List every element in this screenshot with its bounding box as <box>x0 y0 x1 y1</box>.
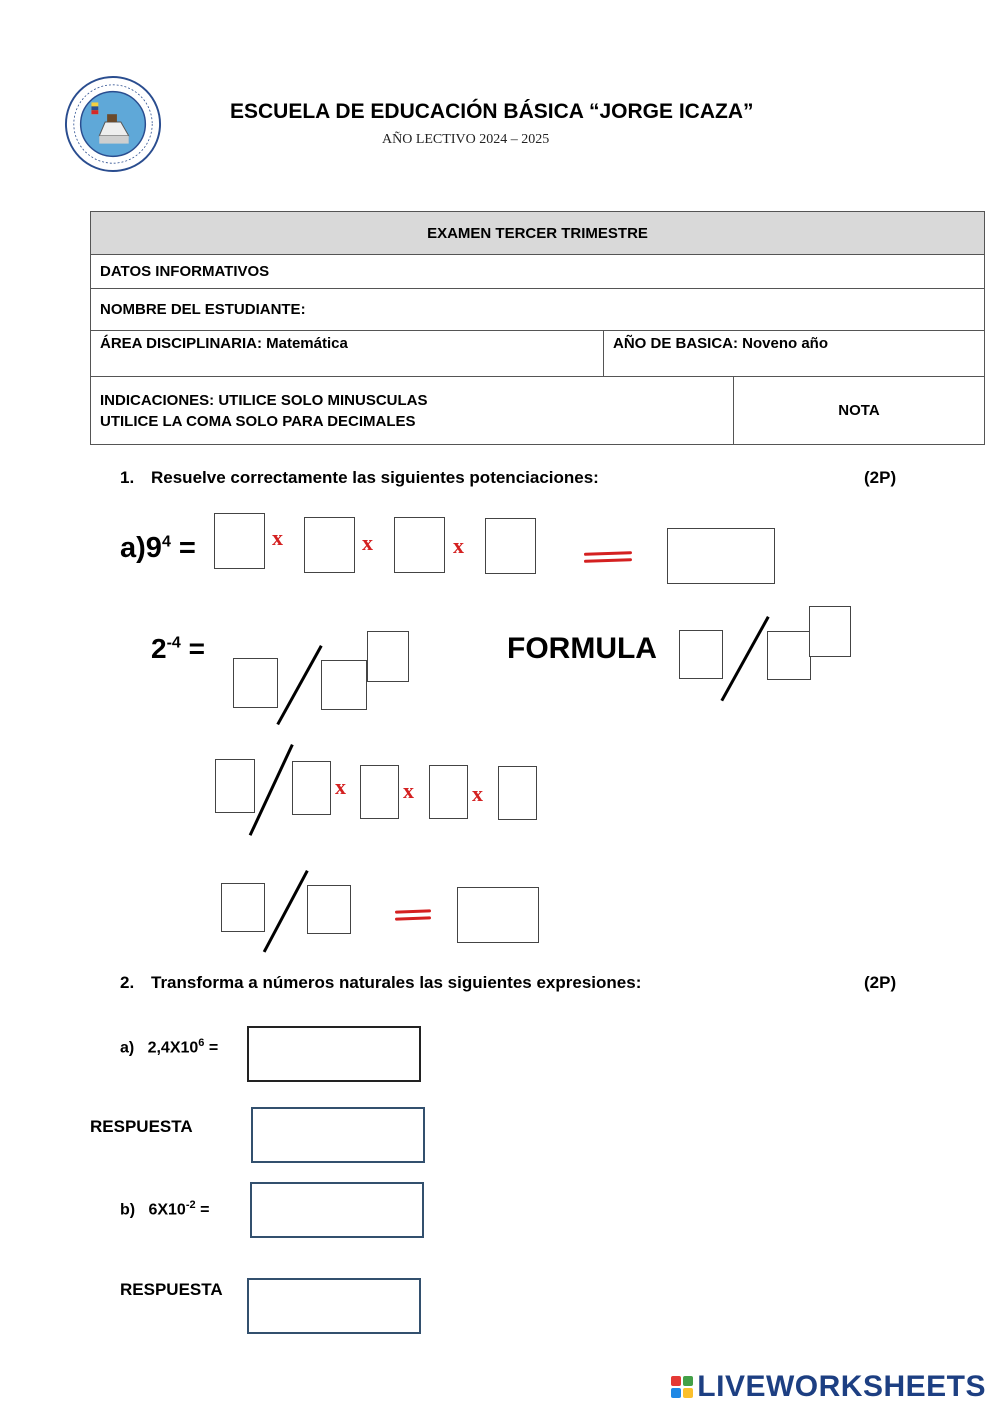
anio-basica: AÑO DE BASICA: Noveno año <box>604 331 985 377</box>
q1b-final-slash <box>263 870 309 953</box>
area-disciplinaria: ÁREA DISCIPLINARIA: Matemática <box>91 331 604 377</box>
indicaciones-line-1: INDICACIONES: UTILICE SOLO MINUSCULAS <box>100 391 428 409</box>
q2a-label: a) <box>120 1039 135 1057</box>
formula-denominator-box[interactable] <box>767 631 811 680</box>
q2b-answer-label: RESPUESTA <box>120 1280 223 1299</box>
nota-cell[interactable]: NOTA <box>734 377 985 445</box>
q1a-expression <box>120 532 196 565</box>
q1b-final-result-box[interactable] <box>457 887 539 943</box>
q1b-final-denominator-box[interactable] <box>307 885 351 934</box>
formula-numerator-box[interactable] <box>679 630 723 679</box>
q2b-expr: 6X10 <box>148 1201 186 1219</box>
liveworksheets-logo-icon <box>671 1376 693 1398</box>
q1b-numerator-box[interactable] <box>233 658 278 708</box>
school-logo <box>64 75 162 173</box>
q1a-equals-mark <box>584 552 632 563</box>
q1a-label: a) <box>120 532 146 564</box>
formula-label: FORMULA <box>507 632 657 665</box>
q1a-base: 9 <box>145 532 162 564</box>
q1b-step-times-2: x <box>403 778 414 803</box>
school-year: AÑO LECTIVO 2024 – 2025 <box>382 132 550 147</box>
q2-text: Transforma a números naturales las siguientes expresiones: <box>151 973 642 992</box>
q2b-respuesta-box[interactable] <box>247 1278 421 1334</box>
q1b-step-factor-box-2[interactable] <box>360 765 399 819</box>
q2b-answer-box[interactable] <box>250 1182 424 1238</box>
formula-exponent-box[interactable] <box>809 606 851 657</box>
datos-informativos: DATOS INFORMATIVOS <box>91 255 985 289</box>
q1-number: 1. <box>120 468 135 487</box>
q1b-step-slash <box>249 744 294 836</box>
q2a-answer-box[interactable] <box>247 1026 421 1082</box>
q1-text: Resuelve correctamente las siguientes potenciaciones: <box>151 468 599 487</box>
q1b-final-numerator-box[interactable] <box>221 883 265 932</box>
q1a-times-3: x <box>453 533 464 558</box>
q1b-step-factor-box-4[interactable] <box>498 766 537 820</box>
q1b-base: 2 <box>151 633 167 664</box>
exam-title: EXAMEN TERCER TRIMESTRE <box>91 212 985 255</box>
q1b-step-factor-box-1[interactable] <box>292 761 331 815</box>
exam-info-table <box>90 211 985 445</box>
q1b-step-factor-box-3[interactable] <box>429 765 468 819</box>
q1a-factor-box-4[interactable] <box>485 518 536 574</box>
q1a-equals: = <box>178 532 196 564</box>
q1-points: (2P) <box>864 468 897 487</box>
q1a-result-box[interactable] <box>667 528 775 584</box>
q1b-final-equals-mark <box>395 910 431 921</box>
q2b-exponent: -2 <box>185 1199 196 1211</box>
q1b-step-times-1: x <box>335 774 346 799</box>
q2-number: 2. <box>120 973 135 992</box>
q1a-times-2: x <box>362 530 373 555</box>
q1b-step-numerator-box[interactable] <box>215 759 255 813</box>
q2b-label: b) <box>120 1201 136 1219</box>
q1b-step-times-3: x <box>472 781 483 806</box>
q2a-respuesta-box[interactable] <box>251 1107 425 1163</box>
q2-points: (2P) <box>864 973 897 992</box>
student-name-field[interactable]: NOMBRE DEL ESTUDIANTE: <box>91 289 985 331</box>
q1b-exponent: -4 <box>166 634 181 652</box>
q2a-answer-label: RESPUESTA <box>90 1117 193 1136</box>
q2a-expr: 2,4X10 <box>147 1039 199 1057</box>
q1b-equals: = <box>188 633 205 664</box>
q1a-factor-box-3[interactable] <box>394 517 445 573</box>
q2b-equals: = <box>200 1201 210 1219</box>
indicaciones <box>91 377 734 445</box>
q1a-exponent: 4 <box>161 533 171 551</box>
q2a-expression <box>120 1037 218 1057</box>
school-name: ESCUELA DE EDUCACIÓN BÁSICA “JORGE ICAZA” <box>230 100 754 123</box>
q1b-expression <box>151 633 205 665</box>
q1b-exponent-box[interactable] <box>367 631 409 682</box>
q2a-exponent: 6 <box>198 1037 205 1049</box>
formula-fraction-slash <box>720 616 769 701</box>
q1a-factor-box-1[interactable] <box>214 513 265 569</box>
q1b-denominator-box[interactable] <box>321 660 367 710</box>
q2a-equals: = <box>208 1039 219 1057</box>
q1a-times-1: x <box>272 525 283 550</box>
indicaciones-line-2: UTILICE LA COMA SOLO PARA DECIMALES <box>100 412 416 430</box>
liveworksheets-watermark <box>671 1370 986 1404</box>
watermark-text: LIVEWORKSHEETS <box>697 1370 986 1403</box>
q1b-fraction-slash <box>276 645 322 725</box>
q2b-expression <box>120 1199 209 1219</box>
q1a-factor-box-2[interactable] <box>304 517 355 573</box>
